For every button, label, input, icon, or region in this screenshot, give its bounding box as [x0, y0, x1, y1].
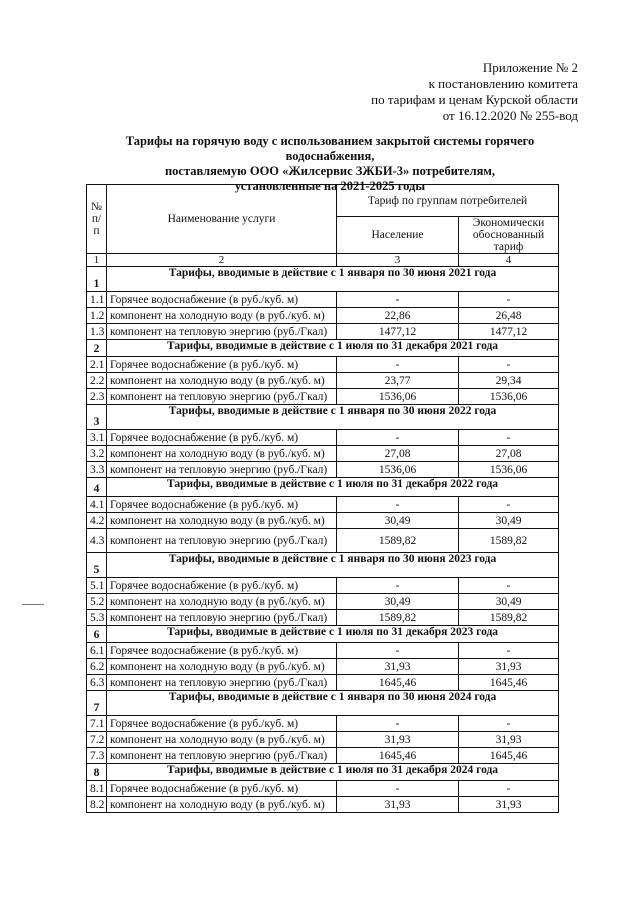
economic-tariff: -: [459, 578, 559, 594]
row-number: 2.2: [87, 373, 107, 389]
section-row: [87, 267, 559, 292]
population-tariff: -: [337, 781, 459, 797]
economic-tariff: -: [459, 357, 559, 373]
header-group: Тариф по группам потребителей: [337, 185, 559, 217]
section-title: Тарифы, вводимые в действие с 1 июля по 31 декабря 2021 года: [107, 340, 559, 357]
economic-tariff: 30,49: [459, 513, 559, 529]
section-number: 4: [87, 478, 107, 497]
population-tariff: 30,49: [337, 594, 459, 610]
service-name: компонент на холодную воду (в руб./куб. м): [107, 373, 337, 389]
service-name: компонент на тепловую энергию (руб./Гкал): [107, 324, 337, 340]
population-tariff: 31,93: [337, 732, 459, 748]
population-tariff: 30,49: [337, 513, 459, 529]
section-number: 1: [87, 267, 107, 292]
table-row: [87, 610, 559, 626]
section-number: 6: [87, 626, 107, 643]
row-number: 5.1: [87, 578, 107, 594]
table-row: [87, 659, 559, 675]
service-name: компонент на тепловую энергию (руб./Гкал): [107, 748, 337, 764]
economic-tariff: 29,34: [459, 373, 559, 389]
population-tariff: 1477,12: [337, 324, 459, 340]
service-name: компонент на холодную воду (в руб./куб. м): [107, 446, 337, 462]
title-line: Тарифы на горячую воду с использованием закрытой системы горячего водоснабжения,: [125, 134, 535, 163]
row-number: 6.1: [87, 643, 107, 659]
economic-tariff: 30,49: [459, 594, 559, 610]
economic-tariff: -: [459, 716, 559, 732]
table-row: [87, 308, 559, 324]
appendix-block: [371, 60, 578, 124]
row-number: 6.2: [87, 659, 107, 675]
row-number: 4.2: [87, 513, 107, 529]
service-name: компонент на холодную воду (в руб./куб. м): [107, 659, 337, 675]
section-row: [87, 405, 559, 430]
service-name: Горячее водоснабжение (в руб./куб. м): [107, 497, 337, 513]
section-row: [87, 764, 559, 781]
table-row: [87, 716, 559, 732]
column-number: 1: [87, 254, 107, 267]
table-row: [87, 324, 559, 340]
service-name: Горячее водоснабжение (в руб./куб. м): [107, 430, 337, 446]
economic-tariff: 31,93: [459, 797, 559, 813]
population-tariff: 1536,06: [337, 462, 459, 478]
population-tariff: -: [337, 357, 459, 373]
table-row: [87, 373, 559, 389]
economic-tariff: -: [459, 430, 559, 446]
table-row: [87, 797, 559, 813]
population-tariff: -: [337, 292, 459, 308]
table-row: [87, 781, 559, 797]
row-number: 4.1: [87, 497, 107, 513]
population-tariff: 31,93: [337, 659, 459, 675]
section-row: [87, 553, 559, 578]
section-row: [87, 626, 559, 643]
population-tariff: 1589,82: [337, 610, 459, 626]
table-row: [87, 732, 559, 748]
population-tariff: 27,08: [337, 446, 459, 462]
economic-tariff: 27,08: [459, 446, 559, 462]
title-line: установленные на 2021-2025 годы: [234, 179, 426, 193]
economic-tariff: 26,48: [459, 308, 559, 324]
service-name: компонент на тепловую энергию (руб./Гкал): [107, 389, 337, 405]
economic-tariff: 1536,06: [459, 462, 559, 478]
service-name: Горячее водоснабжение (в руб./куб. м): [107, 578, 337, 594]
service-name: компонент на тепловую энергию (руб./Гкал): [107, 675, 337, 691]
row-number: 5.2: [87, 594, 107, 610]
section-number: 7: [87, 691, 107, 716]
economic-tariff: 31,93: [459, 732, 559, 748]
title-line: поставляемую ООО «Жилсервис ЗЖБИ-3» потребителям,: [164, 164, 496, 178]
economic-tariff: 1477,12: [459, 324, 559, 340]
row-number: 7.1: [87, 716, 107, 732]
service-name: Горячее водоснабжение (в руб./куб. м): [107, 292, 337, 308]
service-name: компонент на холодную воду (в руб./куб. м): [107, 797, 337, 813]
table-row: [87, 748, 559, 764]
population-tariff: 22,86: [337, 308, 459, 324]
section-number: 8: [87, 764, 107, 781]
row-number: 3.2: [87, 446, 107, 462]
economic-tariff: 31,93: [459, 659, 559, 675]
population-tariff: 31,93: [337, 797, 459, 813]
appendix-line: по тарифам и ценам Курской области: [371, 92, 578, 107]
tariff-table: [86, 184, 559, 813]
table-row: [87, 643, 559, 659]
population-tariff: -: [337, 643, 459, 659]
section-number: 2: [87, 340, 107, 357]
service-name: компонент на тепловую энергию (руб./Гкал): [107, 462, 337, 478]
row-number: 1.2: [87, 308, 107, 324]
population-tariff: -: [337, 716, 459, 732]
header-num: № п/п: [87, 185, 107, 254]
section-number: 5: [87, 553, 107, 578]
economic-tariff: -: [459, 497, 559, 513]
row-number: 7.2: [87, 732, 107, 748]
appendix-line: к постановлению комитета: [428, 76, 578, 91]
section-title: Тарифы, вводимые в действие с 1 января по 30 июня 2023 года: [107, 553, 559, 578]
section-title: Тарифы, вводимые в действие с 1 июля по 31 декабря 2024 года: [107, 764, 559, 781]
column-number: 4: [459, 254, 559, 267]
population-tariff: -: [337, 497, 459, 513]
population-tariff: 1589,82: [337, 529, 459, 553]
row-number: 6.3: [87, 675, 107, 691]
economic-tariff: -: [459, 781, 559, 797]
service-name: компонент на холодную воду (в руб./куб. м): [107, 513, 337, 529]
service-name: Горячее водоснабжение (в руб./куб. м): [107, 781, 337, 797]
table-row: [87, 389, 559, 405]
header-row: [87, 185, 559, 217]
table-row: [87, 430, 559, 446]
service-name: Горячее водоснабжение (в руб./куб. м): [107, 357, 337, 373]
appendix-line: Приложение № 2: [482, 60, 578, 75]
margin-mark: [22, 604, 44, 605]
service-name: компонент на тепловую энергию (руб./Гкал): [107, 529, 337, 553]
header-population: Население: [337, 217, 459, 254]
row-number: 8.2: [87, 797, 107, 813]
section-row: [87, 340, 559, 357]
table-row: [87, 357, 559, 373]
service-name: Горячее водоснабжение (в руб./куб. м): [107, 716, 337, 732]
population-tariff: -: [337, 578, 459, 594]
service-name: компонент на холодную воду (в руб./куб. м): [107, 594, 337, 610]
table-row: [87, 513, 559, 529]
economic-tariff: 1536,06: [459, 389, 559, 405]
table-row: [87, 446, 559, 462]
section-title: Тарифы, вводимые в действие с 1 января по 30 июня 2024 года: [107, 691, 559, 716]
row-number: 2.3: [87, 389, 107, 405]
economic-tariff: 1645,46: [459, 675, 559, 691]
economic-tariff: 1589,82: [459, 529, 559, 553]
section-number: 3: [87, 405, 107, 430]
population-tariff: 1645,46: [337, 748, 459, 764]
service-name: компонент на тепловую энергию (руб./Гкал): [107, 610, 337, 626]
population-tariff: 1536,06: [337, 389, 459, 405]
economic-tariff: 1589,82: [459, 610, 559, 626]
row-number: 5.3: [87, 610, 107, 626]
population-tariff: 1645,46: [337, 675, 459, 691]
row-number: 3.1: [87, 430, 107, 446]
section-title: Тарифы, вводимые в действие с 1 января по 30 июня 2022 года: [107, 405, 559, 430]
row-number: 7.3: [87, 748, 107, 764]
row-number: 3.3: [87, 462, 107, 478]
section-row: [87, 691, 559, 716]
economic-tariff: 1645,46: [459, 748, 559, 764]
header-service: Наименование услуги: [107, 185, 337, 254]
section-title: Тарифы, вводимые в действие с 1 июля по 31 декабря 2023 года: [107, 626, 559, 643]
header-economic: Экономически обоснованный тариф: [459, 217, 559, 254]
table-row: [87, 578, 559, 594]
row-number: 1.3: [87, 324, 107, 340]
service-name: компонент на холодную воду (в руб./куб. м): [107, 732, 337, 748]
section-title: Тарифы, вводимые в действие с 1 июля по 31 декабря 2022 года: [107, 478, 559, 497]
row-number: 2.1: [87, 357, 107, 373]
column-number: 2: [107, 254, 337, 267]
section-row: [87, 478, 559, 497]
section-title: Тарифы, вводимые в действие с 1 января по 30 июня 2021 года: [107, 267, 559, 292]
economic-tariff: -: [459, 643, 559, 659]
column-number: 3: [337, 254, 459, 267]
table-row: [87, 292, 559, 308]
column-number-row: [87, 254, 559, 267]
table-row: [87, 594, 559, 610]
table-row: [87, 529, 559, 553]
row-number: 1.1: [87, 292, 107, 308]
table-row: [87, 675, 559, 691]
table-row: [87, 497, 559, 513]
row-number: 8.1: [87, 781, 107, 797]
service-name: Горячее водоснабжение (в руб./куб. м): [107, 643, 337, 659]
appendix-line: от 16.12.2020 № 255-вод: [442, 108, 578, 123]
population-tariff: 23,77: [337, 373, 459, 389]
table-row: [87, 462, 559, 478]
economic-tariff: -: [459, 292, 559, 308]
population-tariff: -: [337, 430, 459, 446]
row-number: 4.3: [87, 529, 107, 553]
service-name: компонент на холодную воду (в руб./куб. м): [107, 308, 337, 324]
